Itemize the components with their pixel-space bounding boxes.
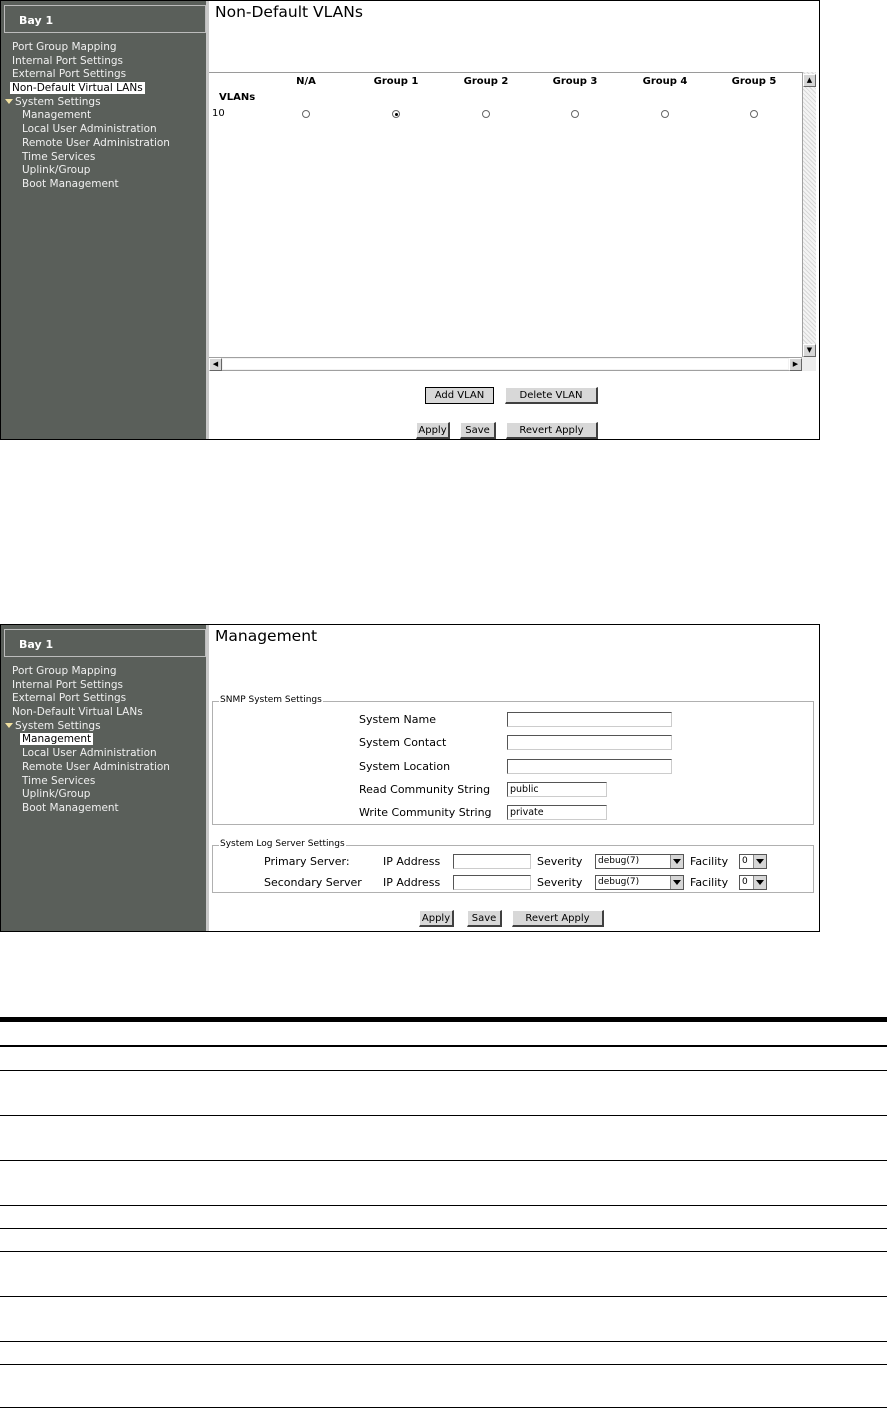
management-content xyxy=(209,625,819,931)
scroll-right-icon[interactable]: ▶ xyxy=(789,358,802,371)
scroll-left-icon[interactable]: ◀ xyxy=(209,358,222,371)
nav-label: Port Group Mapping xyxy=(12,665,117,677)
nav-external-port-settings[interactable] xyxy=(1,692,206,706)
nav-label: External Port Settings xyxy=(12,68,127,81)
radio-group-5[interactable] xyxy=(750,110,758,118)
nav-label: Remote User Administration xyxy=(22,760,170,773)
table-row-rule xyxy=(0,1228,887,1229)
save-button[interactable]: Save xyxy=(467,910,502,927)
system-location-label: System Location xyxy=(359,760,451,773)
write-community-label: Write Community String xyxy=(359,806,492,819)
primary-facility-select[interactable] xyxy=(739,854,767,869)
column-header: N/A xyxy=(296,76,316,87)
read-community-label: Read Community String xyxy=(359,783,491,796)
column-header: Group 1 xyxy=(373,76,419,87)
radio-na[interactable] xyxy=(302,110,310,118)
nav-management[interactable] xyxy=(1,733,206,747)
nav-list xyxy=(1,41,206,192)
bay-label: Bay 1 xyxy=(19,14,54,27)
nav-label: External Port Settings xyxy=(12,692,127,705)
nav-label: Non-Default Virtual LANs xyxy=(12,82,143,95)
nav-port-group-mapping[interactable] xyxy=(1,665,206,679)
chevron-down-icon[interactable] xyxy=(753,855,766,868)
nav-label: Internal Port Settings xyxy=(12,678,124,691)
nav-label: Management xyxy=(22,733,92,746)
vlan-table xyxy=(209,72,802,358)
nav-label: Non-Default Virtual LANs xyxy=(12,706,143,719)
table-row-rule xyxy=(0,1205,887,1206)
system-name-label: System Name xyxy=(359,713,436,726)
nav-label: Management xyxy=(22,109,92,122)
page-title: Management xyxy=(215,627,318,645)
table-top-rule xyxy=(0,1017,887,1022)
nav-non-default-vlans[interactable] xyxy=(1,82,206,96)
column-header: Group 4 xyxy=(642,76,688,87)
nav-external-port-settings[interactable] xyxy=(1,68,206,82)
revert-apply-button[interactable]: Revert Apply xyxy=(512,910,604,927)
system-contact-field[interactable] xyxy=(507,735,672,750)
nav-management[interactable] xyxy=(1,109,206,123)
primary-severity-select[interactable] xyxy=(595,854,684,869)
table-header-rule xyxy=(0,1045,887,1047)
radio-group-1[interactable] xyxy=(392,110,400,118)
nav-label: Time Services xyxy=(22,150,96,163)
nav-internal-port-settings[interactable] xyxy=(1,679,206,693)
nav-remote-user-admin[interactable] xyxy=(1,137,206,151)
secondary-ip-field[interactable] xyxy=(453,875,531,890)
nav-internal-port-settings[interactable] xyxy=(1,55,206,69)
chevron-down-icon[interactable] xyxy=(670,855,683,868)
nav-system-settings[interactable] xyxy=(1,720,206,734)
apply-button[interactable]: Apply xyxy=(419,910,454,927)
nav-label: Boot Management xyxy=(22,801,119,814)
column-header: Group 2 xyxy=(463,76,509,87)
snmp-legend: SNMP System Settings xyxy=(220,695,322,705)
nav-system-settings[interactable] xyxy=(1,96,206,110)
table-row-rule xyxy=(0,1160,887,1161)
column-header: Group 5 xyxy=(731,76,777,87)
scroll-track[interactable] xyxy=(223,359,788,369)
nav-label: Local User Administration xyxy=(22,747,157,760)
system-name-field[interactable] xyxy=(507,712,672,727)
ip-address-label: IP Address xyxy=(383,855,441,868)
chevron-down-icon[interactable] xyxy=(670,876,683,889)
nav-uplink-group[interactable] xyxy=(1,788,206,802)
severity-label: Severity xyxy=(537,855,583,868)
nav-label: Port Group Mapping xyxy=(12,41,117,53)
select-value: 0 xyxy=(742,856,748,866)
vlan-id-cell: 10 xyxy=(212,108,225,119)
folder-open-icon xyxy=(5,723,13,728)
row-header: VLANs xyxy=(219,92,256,103)
severity-label: Severity xyxy=(537,876,583,889)
nav-label: System Settings xyxy=(15,719,101,732)
syslog-legend: System Log Server Settings xyxy=(220,839,345,849)
column-header: Group 3 xyxy=(552,76,598,87)
table-row-rule xyxy=(0,1407,887,1408)
bay-label: Bay 1 xyxy=(19,638,54,651)
nav-label: Boot Management xyxy=(22,177,119,190)
nav-port-group-mapping[interactable] xyxy=(1,41,206,55)
system-contact-label: System Contact xyxy=(359,736,447,749)
facility-label: Facility xyxy=(690,876,729,889)
nav-label: Time Services xyxy=(22,774,96,787)
select-value: debug(7) xyxy=(598,877,640,887)
management-panel xyxy=(0,624,820,932)
secondary-facility-select[interactable] xyxy=(739,875,767,890)
nav-remote-user-admin[interactable] xyxy=(1,761,206,775)
scroll-down-icon[interactable]: ▼ xyxy=(803,344,816,357)
sidebar-nav xyxy=(1,1,209,439)
primary-server-label: Primary Server: xyxy=(264,855,350,868)
table-row-rule xyxy=(0,1296,887,1297)
page-title: Non-Default VLANs xyxy=(215,3,363,21)
nav-list xyxy=(1,665,206,816)
nav-label: Remote User Administration xyxy=(22,136,170,149)
nav-local-user-admin[interactable] xyxy=(1,747,206,761)
nav-time-services[interactable] xyxy=(1,151,206,165)
nav-label: Internal Port Settings xyxy=(12,54,124,67)
vertical-scrollbar[interactable] xyxy=(802,72,816,357)
sidebar-nav xyxy=(1,625,209,931)
nav-uplink-group[interactable] xyxy=(1,164,206,178)
vlans-content xyxy=(209,1,819,439)
bay-header xyxy=(4,629,206,657)
secondary-severity-select[interactable] xyxy=(595,875,684,890)
apply-button[interactable]: Apply xyxy=(416,422,450,439)
syslog-settings-group xyxy=(212,839,814,893)
secondary-server-label: Secondary Server xyxy=(264,876,362,889)
write-community-field[interactable]: private xyxy=(507,805,607,820)
add-vlan-button[interactable]: Add VLAN xyxy=(425,387,494,404)
read-community-field[interactable]: public xyxy=(507,782,607,797)
radio-group-2[interactable] xyxy=(482,110,490,118)
radio-group-4[interactable] xyxy=(661,110,669,118)
table-row-rule xyxy=(0,1070,887,1071)
nav-label: System Settings xyxy=(15,95,101,108)
horizontal-scrollbar[interactable] xyxy=(209,357,802,371)
table-row-rule xyxy=(0,1364,887,1365)
system-location-field[interactable] xyxy=(507,759,672,774)
revert-apply-button[interactable]: Revert Apply xyxy=(506,422,598,439)
folder-open-icon xyxy=(5,99,13,104)
scroll-corner xyxy=(802,357,816,371)
nav-local-user-admin[interactable] xyxy=(1,123,206,137)
save-button[interactable]: Save xyxy=(460,422,496,439)
snmp-settings-group xyxy=(212,695,814,825)
nav-non-default-vlans[interactable] xyxy=(1,706,206,720)
table-row-rule xyxy=(0,1115,887,1116)
facility-label: Facility xyxy=(690,855,729,868)
select-value: 0 xyxy=(742,877,748,887)
bay-header xyxy=(4,5,206,33)
primary-ip-field[interactable] xyxy=(453,854,531,869)
nav-label: Uplink/Group xyxy=(22,164,91,177)
vlans-panel xyxy=(0,0,820,440)
delete-vlan-button[interactable]: Delete VLAN xyxy=(505,387,598,404)
select-value: debug(7) xyxy=(598,856,640,866)
nav-label: Uplink/Group xyxy=(22,788,91,801)
nav-boot-management[interactable] xyxy=(1,802,206,816)
scroll-up-icon[interactable]: ▲ xyxy=(803,74,816,87)
nav-boot-management[interactable] xyxy=(1,178,206,192)
table-row-rule xyxy=(0,1341,887,1342)
nav-time-services[interactable] xyxy=(1,775,206,789)
table-row-rule xyxy=(0,1251,887,1252)
radio-group-3[interactable] xyxy=(571,110,579,118)
ip-address-label: IP Address xyxy=(383,876,441,889)
nav-label: Local User Administration xyxy=(22,123,157,136)
chevron-down-icon[interactable] xyxy=(753,876,766,889)
